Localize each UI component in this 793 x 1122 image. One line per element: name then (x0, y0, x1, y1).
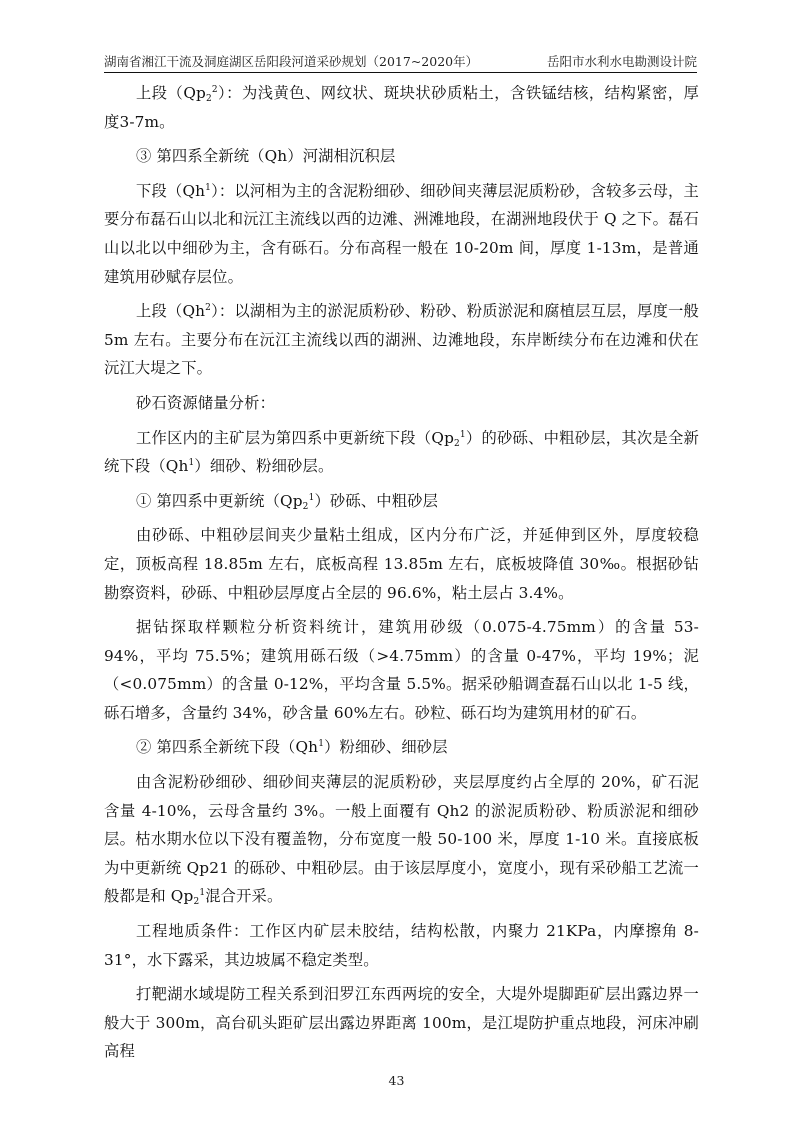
text-run: ）粉细砂、细砂层 (324, 738, 448, 757)
superscript: 1 (459, 429, 466, 440)
header-document-title: 湖南省湘江干流及洞庭湖区岳阳段河道采砂规划（2017~2020年） (104, 54, 479, 69)
header-rule (104, 72, 697, 73)
page-header (104, 54, 697, 70)
text-run: ）：以湖相为主的淤泥质粉砂、粉砂、粉质淤泥和腐植层互层，厚度一般 5m 左右。主要分布在沅江主流线以西的湖洲、边滩地段，东岸断续分布在边滩和伏在沅江大堤之下。 (104, 302, 699, 378)
text-run: 下段（Qh (136, 181, 206, 200)
superscript: 2 (205, 303, 212, 314)
text-run: ）：为浅黄色、网纹状、斑块状砂质粘土，含铁锰结核，结构紧密，厚度3-7m。 (104, 84, 699, 131)
text-run: 工程地质条件：工作区内矿层未胶结，结构松散，内聚力 21KPa，内摩擦角 8-31°，水下露采，其边坡属不稳定类型。 (104, 922, 699, 969)
text-run: 由砂砾、中粗砂层间夹少量粘土组成，区内分布广泛，并延伸到区外，厚度较稳定，顶板高程 18.85m 左右，底板高程 13.85m 左右，底板坡降值 30‰。根据砂钻勘察资料，砂砾、中粗砂层厚度占全层的 96.6%，粘土层占 3.4%。 (104, 526, 699, 602)
text-run: 工作区内的主矿层为第四系中更新统下段（Qp (136, 428, 455, 447)
text-run: 砂石资源储量分析： (136, 393, 276, 412)
paragraph (104, 79, 699, 136)
subscript: 2 (193, 897, 200, 908)
text-run: ② 第四系全新统下段（Qh (136, 738, 319, 757)
superscript: 1 (199, 888, 206, 899)
text-run: 由含泥粉砂细砂、细砂间夹薄层的泥质粉砂，夹层厚度约占全厚的 20%，矿石泥含量 4-10%，云母含量约 3%。一般上面覆有 Qh2 的淤泥质粉砂、粉质淤泥和细砂层。枯水期水位以下没有覆盖物，分布宽度一般 50-100 米，厚度 1-10 米。直接底板为中更新统 Qp21 的砾砂、中粗砂层。由于该层厚度小，宽度小，现有采砂船工艺流一般都是和 Qp (104, 773, 699, 906)
paragraph (104, 297, 699, 383)
text-run: 打靶湖水域堤防工程关系到汨罗江东西两垸的安全，大堤外堤脚距矿层出露边界一般大于 300m，高台矶头距矿层出露边界距离 100m，是江堤防护重点地段，河床冲刷高程 (104, 985, 699, 1061)
paragraph (104, 980, 699, 1066)
text-run: ③ 第四系全新统（Qh）河湖相沉积层 (136, 147, 396, 166)
text-run: ）：以河相为主的含泥粉细砂、细砂间夹薄层泥质粉砂，含较多云母，主要分布磊石山以北和沅江主流线以西的边滩、洲滩地段，在湖洲地段伏于 Q 之下。磊石山以北以中细砂为主，含有砾石。分布高程一般在 10-20m 间，厚度 1-13m，是普通建筑用砂赋存层位。 (104, 181, 699, 286)
body-text (104, 79, 699, 1072)
header-organization: 岳阳市水利水电勘测设计院 (546, 54, 697, 69)
paragraph (104, 613, 699, 727)
page-number: 43 (388, 1073, 405, 1088)
text-run: ）的砂砾、中粗砂层，其次是全新统下段（Qh (104, 428, 699, 476)
paragraph (104, 389, 699, 418)
paragraph (104, 768, 699, 911)
text-run: ）砂砾、中粗砂层 (314, 491, 439, 510)
text-run: 上段（Qh (136, 302, 206, 321)
subscript: 2 (302, 501, 309, 512)
text-run: 据钻探取样颗粒分析资料统计，建筑用砂级（0.075-4.75mm）的含量 53-94%，平均 75.5%；建筑用砾石级（>4.75mm）的含量 0-47%，平均 19%；泥（<0.075mm）的含量 0-12%，平均含量 5.5%。据采砂船调查磊石山以北 1-5 线，砾石增多，含量约 34%，砂含量 60%左右。砂粒、砾石均为建筑用材的矿石。 (104, 618, 699, 722)
superscript: 1 (308, 492, 315, 503)
text-run: 混合开采。 (205, 887, 283, 906)
paragraph (104, 487, 699, 516)
paragraph (104, 142, 699, 171)
superscript: 1 (205, 182, 212, 193)
paragraph (104, 424, 699, 481)
paragraph (104, 521, 699, 607)
superscript: 1 (318, 739, 325, 750)
superscript: 1 (188, 458, 195, 469)
subscript: 2 (454, 438, 460, 449)
paragraph (104, 177, 699, 291)
text-run: 上段（Qp (136, 84, 206, 102)
text-run: ① 第四系中更新统（Qp (136, 491, 303, 510)
superscript: 2 (211, 85, 218, 95)
subscript: 2 (205, 94, 212, 104)
text-run: ）细砂、粉细砂层。 (194, 457, 334, 476)
paragraph (104, 733, 699, 762)
paragraph (104, 917, 699, 974)
